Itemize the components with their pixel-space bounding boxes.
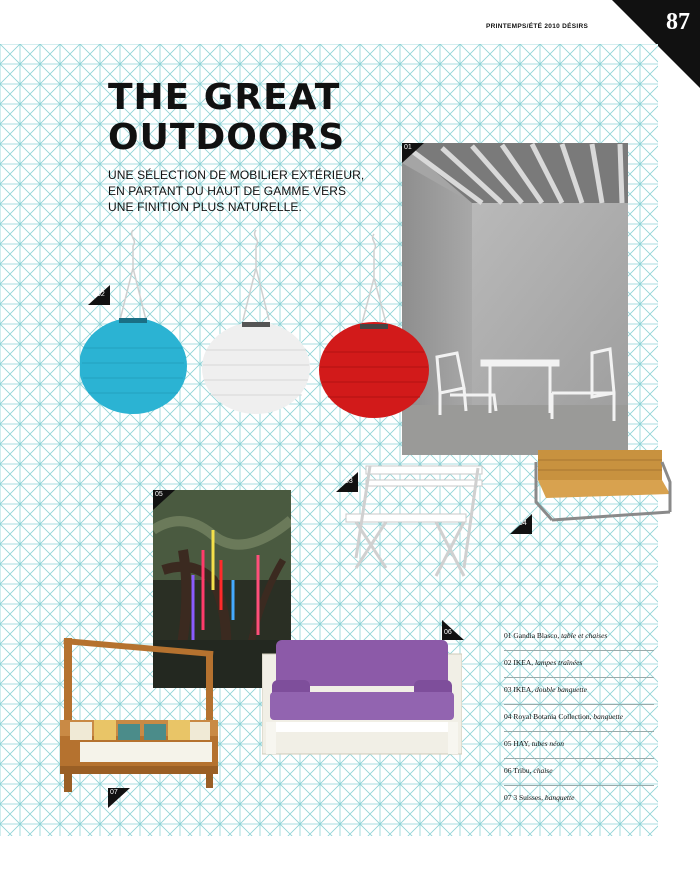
teak-bench bbox=[532, 442, 674, 524]
credit-item: 04 Royal Botania Collection, banquette bbox=[504, 711, 654, 732]
tag-07: 07 bbox=[108, 788, 130, 808]
purple-sofa bbox=[262, 640, 462, 756]
tag-05: 05 bbox=[153, 490, 175, 510]
title-line-1: THE GREAT bbox=[108, 77, 341, 118]
subtitle-line-1: UNE SÉLECTION DE MOBILIER EXTÉRIEUR, bbox=[108, 168, 365, 182]
wooden-daybed bbox=[60, 632, 218, 792]
title-line-2: OUTDOORS bbox=[108, 117, 346, 158]
credit-item: 07 3 Suisses, banquette bbox=[504, 793, 575, 802]
credits-list bbox=[504, 630, 654, 818]
tag-06: 06 bbox=[442, 620, 464, 640]
lanterns-group bbox=[80, 228, 430, 424]
photo-table-chairs bbox=[402, 143, 628, 455]
subtitle-line-3: UNE FINITION PLUS NATURELLE. bbox=[108, 200, 302, 214]
white-lantern bbox=[202, 322, 310, 414]
subtitle-line-2: EN PARTANT DU HAUT DE GAMME VERS bbox=[108, 184, 347, 198]
credit-item: 05 HAY, tubes néon bbox=[504, 738, 654, 759]
credit-item: 01 Gandia Blasco, table et chaises bbox=[504, 630, 654, 651]
tag-02: 02 bbox=[88, 285, 110, 305]
article-subtitle bbox=[108, 167, 378, 215]
red-lantern bbox=[319, 322, 429, 418]
tag-04: 04 bbox=[510, 514, 532, 534]
credit-item: 02 IKEA, lampes traînées bbox=[504, 657, 654, 678]
article-title bbox=[108, 78, 345, 158]
tag-01: 01 bbox=[402, 143, 424, 163]
blue-lantern bbox=[80, 318, 187, 414]
running-head: PRINTEMPS/ÉTÉ 2010 DÉSIRS bbox=[486, 23, 589, 30]
tag-03: 03 bbox=[336, 472, 358, 492]
credit-item: 06 Tribu, chaise bbox=[504, 765, 654, 786]
white-bench bbox=[336, 458, 486, 584]
credit-item: 03 IKEA, double banquette bbox=[504, 684, 654, 705]
page-number: 87 bbox=[666, 9, 690, 35]
